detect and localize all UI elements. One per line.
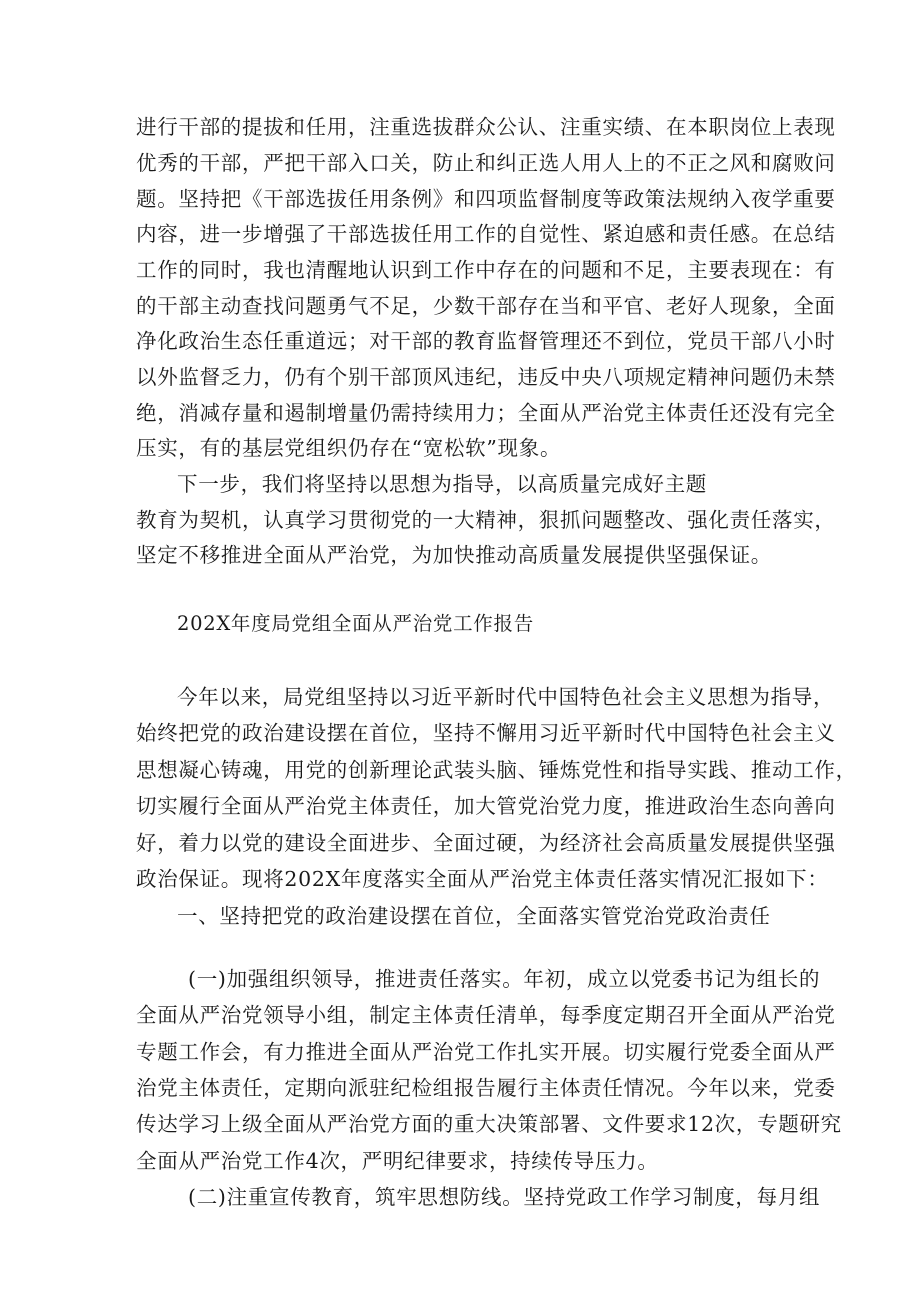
paragraph-line: 绝，消减存量和遏制增量仍需持续用力；全面从严治党主体责任还没有完全 — [136, 401, 836, 425]
paragraph-line: 的干部主动查找问题勇气不足，少数干部存在当和平官、老好人现象，全面 — [136, 294, 836, 318]
paragraph-line: (二)注重宣传教育，筑牢思想防线。坚持党政工作学习制度，每月组 — [188, 1185, 821, 1209]
paragraph-line: 今年以来，局党组坚持以习近平新时代中国特色社会主义思想为指导， — [177, 685, 835, 709]
paragraph-line: 传达学习上级全面从严治党方面的重大决策部署、文件要求12次，专题研究 — [136, 1112, 842, 1136]
report-title: 202X年度局党组全面从严治党工作报告 — [177, 612, 534, 635]
paragraph-line: 切实履行全面从严治党主体责任，加大管党治党力度，推进政治生态向善向 — [136, 794, 836, 818]
paragraph-line: 进行干部的提拔和任用，注重选拔群众公认、注重实绩、在本职岗位上表现 — [136, 115, 836, 139]
paragraph-line: (一)加强组织领导，推进责任落实。年初，成立以党委书记为组长的 — [188, 967, 821, 991]
paragraph-line: 教育为契机，认真学习贯彻党的一大精神，狠抓问题整改、强化责任落实， — [136, 508, 836, 532]
paragraph-line: 全面从严治党领导小组，制定主体责任清单，每季度定期召开全面从严治党 — [136, 1003, 836, 1027]
paragraph-line: 治党主体责任，定期向派驻纪检组报告履行主体责任情况。今年以来，党委 — [136, 1076, 836, 1100]
paragraph-line: 压实，有的基层党组织仍存在“宽松软”现象。 — [136, 436, 562, 460]
paragraph-line: 好，着力以党的建设全面进步、全面过硬，为经济社会高质量发展提供坚强 — [136, 831, 836, 855]
paragraph-line: 思想凝心铸魂，用党的创新理论武装头脑、锤炼党性和指导实践、推动工作， — [136, 758, 857, 782]
paragraph-line: 全面从严治党工作4次，严明纪律要求，持续传导压力。 — [136, 1149, 659, 1173]
paragraph-line: 净化政治生态任重道远；对干部的教育监督管理还不到位，党员干部八小时 — [136, 329, 836, 353]
paragraph-line: 下一步，我们将坚持以思想为指导，以高质量完成好主题 — [177, 472, 707, 496]
paragraph-line: 专题工作会，有力推进全面从严治党工作扎实开展。切实履行党委全面从严 — [136, 1040, 836, 1064]
paragraph-line: 题。坚持把《干部选拔任用条例》和四项监督制度等政策法规纳入夜学重要 — [136, 187, 836, 211]
paragraph-line: 坚定不移推进全面从严治党，为加快推动高质量发展提供坚强保证。 — [136, 543, 772, 567]
paragraph-line: 以外监督乏力，仍有个别干部顶风违纪，违反中央八项规定精神问题仍未禁 — [136, 365, 836, 389]
section-heading: 一、坚持把党的政治建设摆在首位，全面落实管党治党政治责任 — [177, 904, 771, 928]
paragraph-line: 工作的同时，我也清醒地认识到工作中存在的问题和不足，主要表现在：有 — [136, 258, 836, 282]
paragraph-line: 优秀的干部，严把干部入口关，防止和纠正选人用人上的不正之风和腐败问 — [136, 151, 836, 175]
paragraph-line: 始终把党的政治建设摆在首位，坚持不懈用习近平新时代中国特色社会主义 — [136, 721, 836, 745]
paragraph-line: 内容，进一步增强了干部选拔任用工作的自觉性、紧迫感和责任感。在总结 — [136, 222, 836, 246]
paragraph-line: 政治保证。现将202X年度落实全面从严治党主体责任落实情况汇报如下： — [136, 867, 829, 891]
